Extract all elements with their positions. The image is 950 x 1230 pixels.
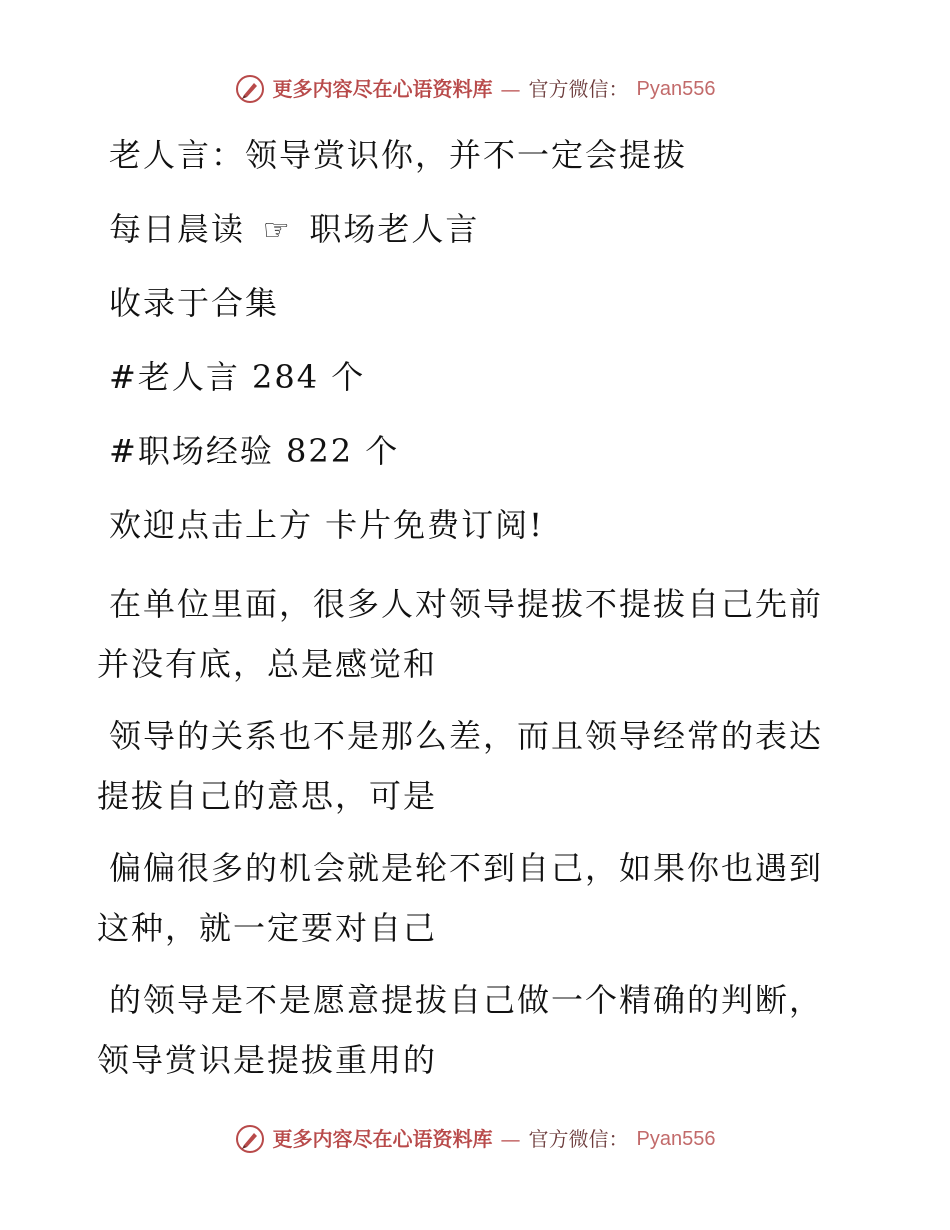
paragraph: 偏偏很多的机会就是轮不到自己，如果你也遇到这种，就一定要对自己 [97, 849, 824, 947]
tag-name[interactable]: #老人言 [109, 358, 240, 396]
paragraph: 领导的关系也不是那么差，而且领导经常的表达提拔自己的意思，可是 [97, 717, 824, 815]
tag-count: 822 个 [286, 432, 400, 470]
subscribe-text: 欢迎点击上方 卡片免费订阅! [109, 506, 545, 544]
tag-count: 284 个 [252, 358, 366, 396]
article-title: 老人言：领导赏识你，并不一定会提拔 [109, 136, 688, 174]
paragraph: 在单位里面，很多人对领导提拔不提拔自己先前并没有底，总是感觉和 [97, 585, 824, 683]
series-prefix: 每日晨读 [109, 210, 246, 248]
header-wechat-id: Pyan556 [636, 78, 716, 100]
series-line [97, 192, 832, 266]
article-body [97, 118, 832, 1090]
footer-banner-separator: — [500, 1127, 521, 1151]
pointing-hand-icon: ☞ [262, 213, 292, 248]
footer-banner-text: 更多内容尽在心语资料库 [272, 1127, 493, 1151]
footer-wechat-id: Pyan556 [636, 1128, 716, 1150]
series-name: 职场老人言 [309, 210, 480, 248]
pen-logo-icon [235, 1124, 265, 1154]
header-banner-separator: — [500, 77, 521, 101]
pen-logo-icon [235, 74, 265, 104]
tag-line-0[interactable] [97, 340, 832, 414]
header-banner-text: 更多内容尽在心语资料库 [272, 77, 493, 101]
header-banner [0, 74, 950, 104]
footer-banner [0, 1124, 950, 1154]
tag-line-1[interactable] [97, 414, 832, 488]
collection-label: 收录于合集 [109, 284, 280, 322]
header-wechat-label: 官方微信： [528, 77, 629, 101]
footer-wechat-label: 官方微信： [528, 1127, 629, 1151]
tag-name[interactable]: #职场经验 [109, 432, 274, 470]
paragraph: 的领导是不是愿意提拔自己做一个精确的判断，领导赏识是提拔重用的 [97, 981, 824, 1079]
